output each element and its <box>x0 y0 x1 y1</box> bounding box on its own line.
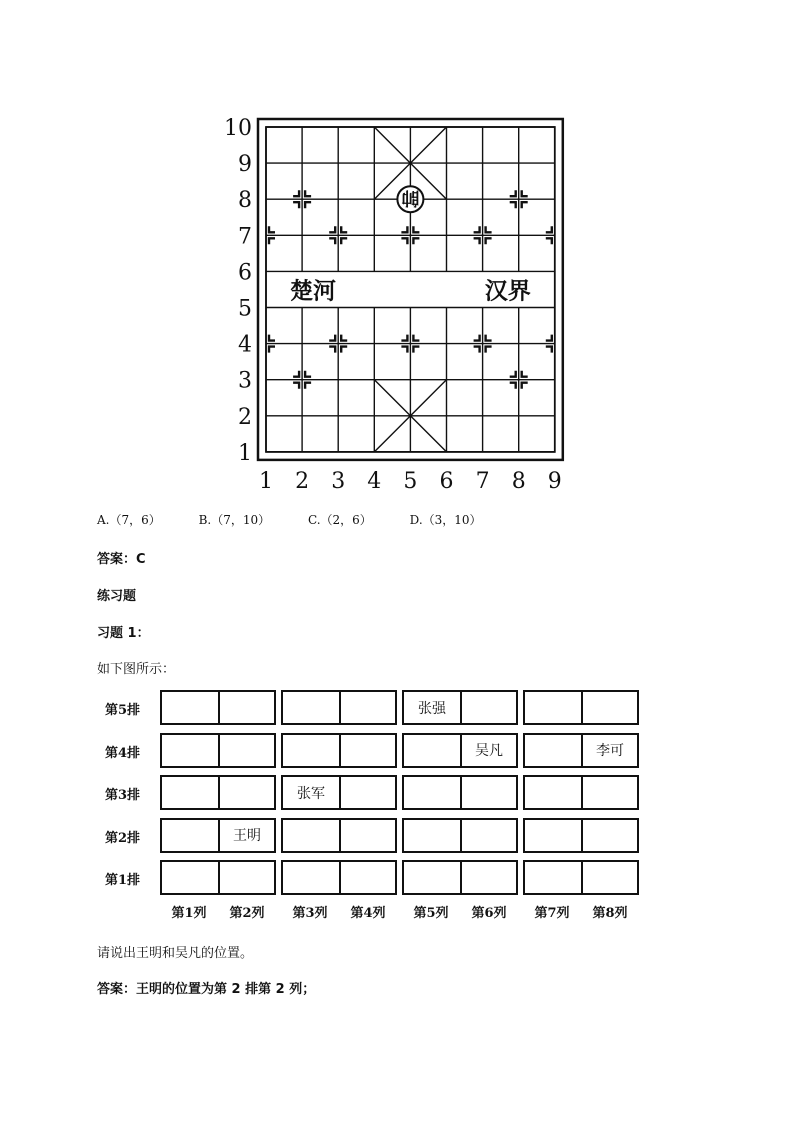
seat-cell <box>525 692 581 723</box>
y-tick-label: 5 <box>238 296 252 322</box>
piece-label: 帥 <box>401 187 420 209</box>
seat-cell <box>525 862 581 893</box>
seat-cell <box>581 862 637 893</box>
seat-cell <box>283 862 339 893</box>
intro-text: 如下图所示： <box>97 662 176 677</box>
option-c: C.（2，6） <box>307 513 372 527</box>
column-label: 第6列 <box>471 906 507 921</box>
row-label: 第1排 <box>105 873 141 888</box>
option-a: A.（7，6） <box>97 513 161 527</box>
seat-cell <box>404 820 460 851</box>
seat-pair <box>160 775 276 810</box>
seat-pair <box>281 818 397 853</box>
seat-cell <box>283 692 339 723</box>
seat-cell: 张军 <box>297 785 325 802</box>
seat-cell <box>581 777 637 808</box>
row-label: 第3排 <box>105 788 141 803</box>
y-tick-label: 7 <box>238 224 252 250</box>
y-tick-label: 9 <box>238 152 252 178</box>
option-d: D.（3，10） <box>409 513 482 527</box>
seat-cell <box>283 820 339 851</box>
column-label: 第4列 <box>350 906 386 921</box>
seat-cell <box>339 692 395 723</box>
river-label-left: 楚河 <box>290 277 336 305</box>
x-tick-label: 2 <box>295 468 310 494</box>
column-label: 第3列 <box>292 906 328 921</box>
seat-cell <box>460 692 516 723</box>
seat-cell <box>218 735 274 766</box>
seat-cell <box>339 735 395 766</box>
y-tick-label: 10 <box>224 116 252 141</box>
xiangqi-board <box>218 105 568 495</box>
column-label: 第1列 <box>171 906 207 921</box>
x-tick-label: 9 <box>547 468 562 494</box>
seat-cell <box>162 692 218 723</box>
seat-cell <box>404 777 460 808</box>
river-label-right: 汉界 <box>484 277 531 305</box>
seat-pair <box>160 818 276 853</box>
seat-cell: 张强 <box>418 700 446 717</box>
seat-cell <box>339 777 395 808</box>
x-tick-label: 3 <box>331 468 346 494</box>
seat-pair <box>281 860 397 895</box>
seat-cell <box>460 862 516 893</box>
seat-cell <box>581 692 637 723</box>
seat-pair <box>523 818 639 853</box>
exercise-title: 习题 1： <box>97 626 150 641</box>
seat-cell <box>218 692 274 723</box>
seat-pair <box>281 690 397 725</box>
seat-pair <box>523 690 639 725</box>
section-title: 练习题 <box>97 589 137 604</box>
seat-cell <box>162 862 218 893</box>
y-tick-label: 1 <box>238 440 252 466</box>
seat-pair <box>160 860 276 895</box>
seat-cell <box>283 735 339 766</box>
seat-cell <box>525 735 581 766</box>
question-text: 请说出王明和吴凡的位置。 <box>97 946 254 961</box>
option-b: B.（7，10） <box>198 513 271 527</box>
seat-cell <box>218 862 274 893</box>
seat-cell: 李可 <box>581 735 637 766</box>
seat-pair <box>160 733 276 768</box>
x-tick-label: 1 <box>259 468 273 494</box>
row-label: 第4排 <box>105 745 141 761</box>
seat-pair <box>402 733 518 768</box>
seating-chart <box>105 688 650 923</box>
column-label: 第7列 <box>534 906 570 921</box>
x-tick-label: 7 <box>475 468 490 494</box>
seat-cell <box>218 777 274 808</box>
seat-cell <box>460 777 516 808</box>
seat-cell <box>162 735 218 766</box>
y-tick-label: 8 <box>238 188 252 214</box>
y-tick-label: 2 <box>238 404 252 430</box>
seat-pair <box>402 818 518 853</box>
answer-text-2: 答案：王明的位置为第 2 排第 2 列； <box>97 982 316 997</box>
seat-pair <box>523 775 639 810</box>
seat-pair <box>523 860 639 895</box>
column-label: 第8列 <box>592 906 628 921</box>
seat-cell <box>339 862 395 893</box>
seat-pair <box>402 775 518 810</box>
column-label: 第2列 <box>229 906 265 921</box>
seat-pair <box>402 860 518 895</box>
y-tick-label: 3 <box>238 368 252 394</box>
seat-cell: 吴凡 <box>460 735 516 766</box>
x-tick-label: 6 <box>439 468 454 494</box>
y-tick-label: 6 <box>238 260 252 286</box>
answer-text: 答案：C <box>97 552 146 567</box>
seat-cell: 王明 <box>218 820 274 851</box>
seat-cell <box>525 777 581 808</box>
answer-options <box>97 511 516 528</box>
seat-cell <box>525 820 581 851</box>
seat-cell <box>162 777 218 808</box>
seat-cell <box>581 820 637 851</box>
seat-cell <box>404 862 460 893</box>
column-label: 第5列 <box>413 906 449 921</box>
x-tick-label: 5 <box>403 468 418 494</box>
seat-pair <box>281 775 397 810</box>
y-tick-label: 4 <box>238 332 252 358</box>
row-label: 第5排 <box>105 703 141 718</box>
seat-pair <box>402 690 518 725</box>
seat-cell <box>460 820 516 851</box>
seat-cell <box>162 820 218 851</box>
seat-pair <box>281 733 397 768</box>
row-label: 第2排 <box>105 830 141 846</box>
seat-cell <box>404 735 460 766</box>
seat-pair <box>160 690 276 725</box>
x-tick-label: 4 <box>367 468 382 494</box>
seat-pair <box>523 733 639 768</box>
x-tick-label: 8 <box>511 468 526 494</box>
seat-cell <box>339 820 395 851</box>
